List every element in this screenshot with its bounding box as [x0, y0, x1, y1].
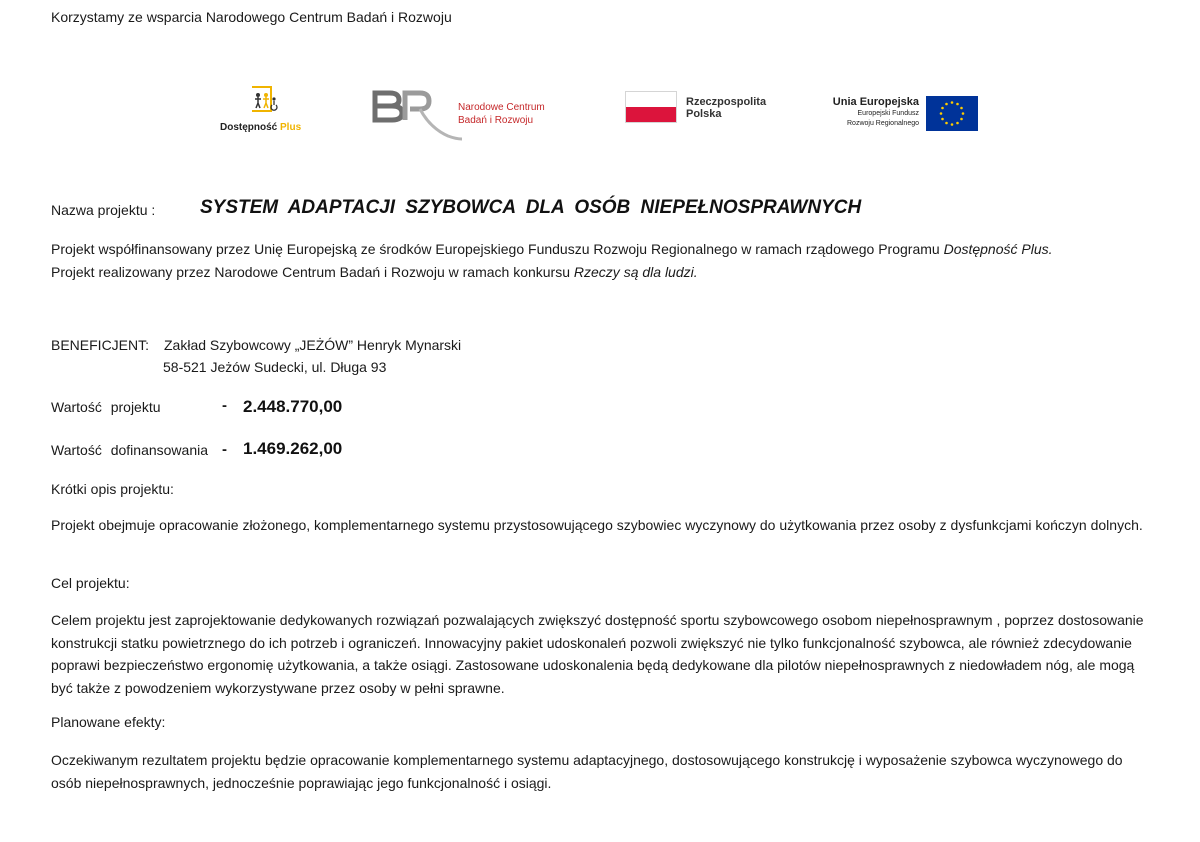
project-value-label: Wartość projektu: [51, 399, 161, 415]
ue-subtitle-line2: Rozwoju Regionalnego: [847, 120, 919, 127]
accessibility-people-icon: [248, 84, 278, 114]
project-name-label: Nazwa projektu :: [51, 202, 156, 218]
rp-label: [686, 96, 766, 120]
short-description-text: Projekt obejmuje opracowanie złożonego, komplementarnego systemu przystosowującego szybowiec wyczynowy do użytkowania przez osoby z dysfunkcjami kończyn dolnych.: [51, 517, 1143, 533]
beneficiary-address: 58-521 Jeżów Sudecki, ul. Długa 93: [163, 359, 387, 375]
project-goal-text: Celem projektu jest zaprojektowanie dedykowanych rozwiązań pozwalających zwiększyć dostępność sportu szybowcowego osobom niepełnosprawnym , poprzez dostosowanie konstrukcji statku powietrznego do ich potrzeb i ograniczeń. Innowacyjny pakiet udoskonaleń pozwoli zwiększyć nie tylko funkcjonalność szybowca, ale również zdecydowanie poprawi bezpieczeństwo ergonomię użytkowania, a także osiągi. Zastosowane udoskonalenia będą dedykowane dla pilotów niepełnosprawnych z niedowładem nóg, ale mogą być także z powodzeniem wykorzystywane przez osoby w pełni sprawne.: [51, 612, 1144, 696]
rp-label-line1: Rzeczpospolita: [686, 96, 767, 108]
funding-value-amount: 1.469.262,00: [243, 439, 343, 458]
project-title: SYSTEM ADAPTACJI SZYBOWCA DLA OSÓB NIEPEŁNOSPRAWNYCH: [200, 197, 862, 218]
financing-contest-name: Rzeczy są dla ludzi.: [573, 264, 698, 280]
project-value-dash: -: [222, 397, 227, 414]
project-value-amount: 2.448.770,00: [243, 397, 343, 416]
support-note: Korzystamy ze wsparcia Narodowego Centrum Badań i Rozwoju: [51, 9, 452, 25]
financing-program-name: Dostępność Plus.: [943, 241, 1053, 257]
financing-line-1: [51, 241, 1053, 257]
ue-title: Unia Europejska: [832, 96, 919, 108]
ncbr-label: [458, 101, 545, 127]
financing-line-2-text: Projekt realizowany przez Narodowe Centrum Badań i Rozwoju w ramach konkursu: [51, 264, 574, 280]
planned-effects-heading: Planowane efekty:: [51, 714, 166, 730]
planned-effects-text: Oczekiwanym rezultatem projektu będzie opracowanie komplementarnego systemu adaptacyjnego, dostosowującego konstrukcję i wyposażenie szybowca wyczynowego do osób niepełnosprawnych, jednocześnie poprawiając jego funkcjonalność i osiągi.: [51, 752, 1123, 791]
funding-value-dash: -: [222, 441, 227, 458]
dostepnosc-plus-label: Dostępność Plus: [220, 122, 302, 133]
polish-flag-icon: [625, 91, 677, 123]
eu-flag-icon: [926, 96, 978, 131]
unia-europejska-logo: [824, 96, 984, 136]
beneficiary-label: BENEFICJENT:: [51, 337, 150, 353]
financing-line-1-text: Projekt współfinansowany przez Unię Europejską ze środków Europejskiego Funduszu Rozwoju Regionalnego w ramach rządowego Programu: [51, 241, 944, 257]
beneficiary-name: Zakład Szybowcowy „JEŻÓW” Henryk Mynarski: [164, 337, 462, 353]
ncbr-logo: [372, 86, 562, 142]
ncbr-br-monogram: [372, 86, 462, 142]
short-description-heading: Krótki opis projektu:: [51, 481, 174, 497]
dostepnosc-plus-logo: [220, 84, 312, 138]
rp-label-line2: Polska: [686, 108, 722, 120]
rzeczpospolita-polska-logo: [625, 91, 785, 125]
ncbr-label-line1: Narodowe Centrum: [458, 102, 545, 113]
financing-line-2: [51, 264, 698, 280]
ue-label: [833, 96, 919, 128]
ue-subtitle-line1: Europejski Fundusz: [857, 110, 919, 117]
ncbr-label-line2: Badań i Rozwoju: [458, 115, 534, 126]
project-goal-heading: Cel projektu:: [51, 575, 130, 591]
funding-value-label: Wartość dofinansowania: [51, 442, 209, 458]
